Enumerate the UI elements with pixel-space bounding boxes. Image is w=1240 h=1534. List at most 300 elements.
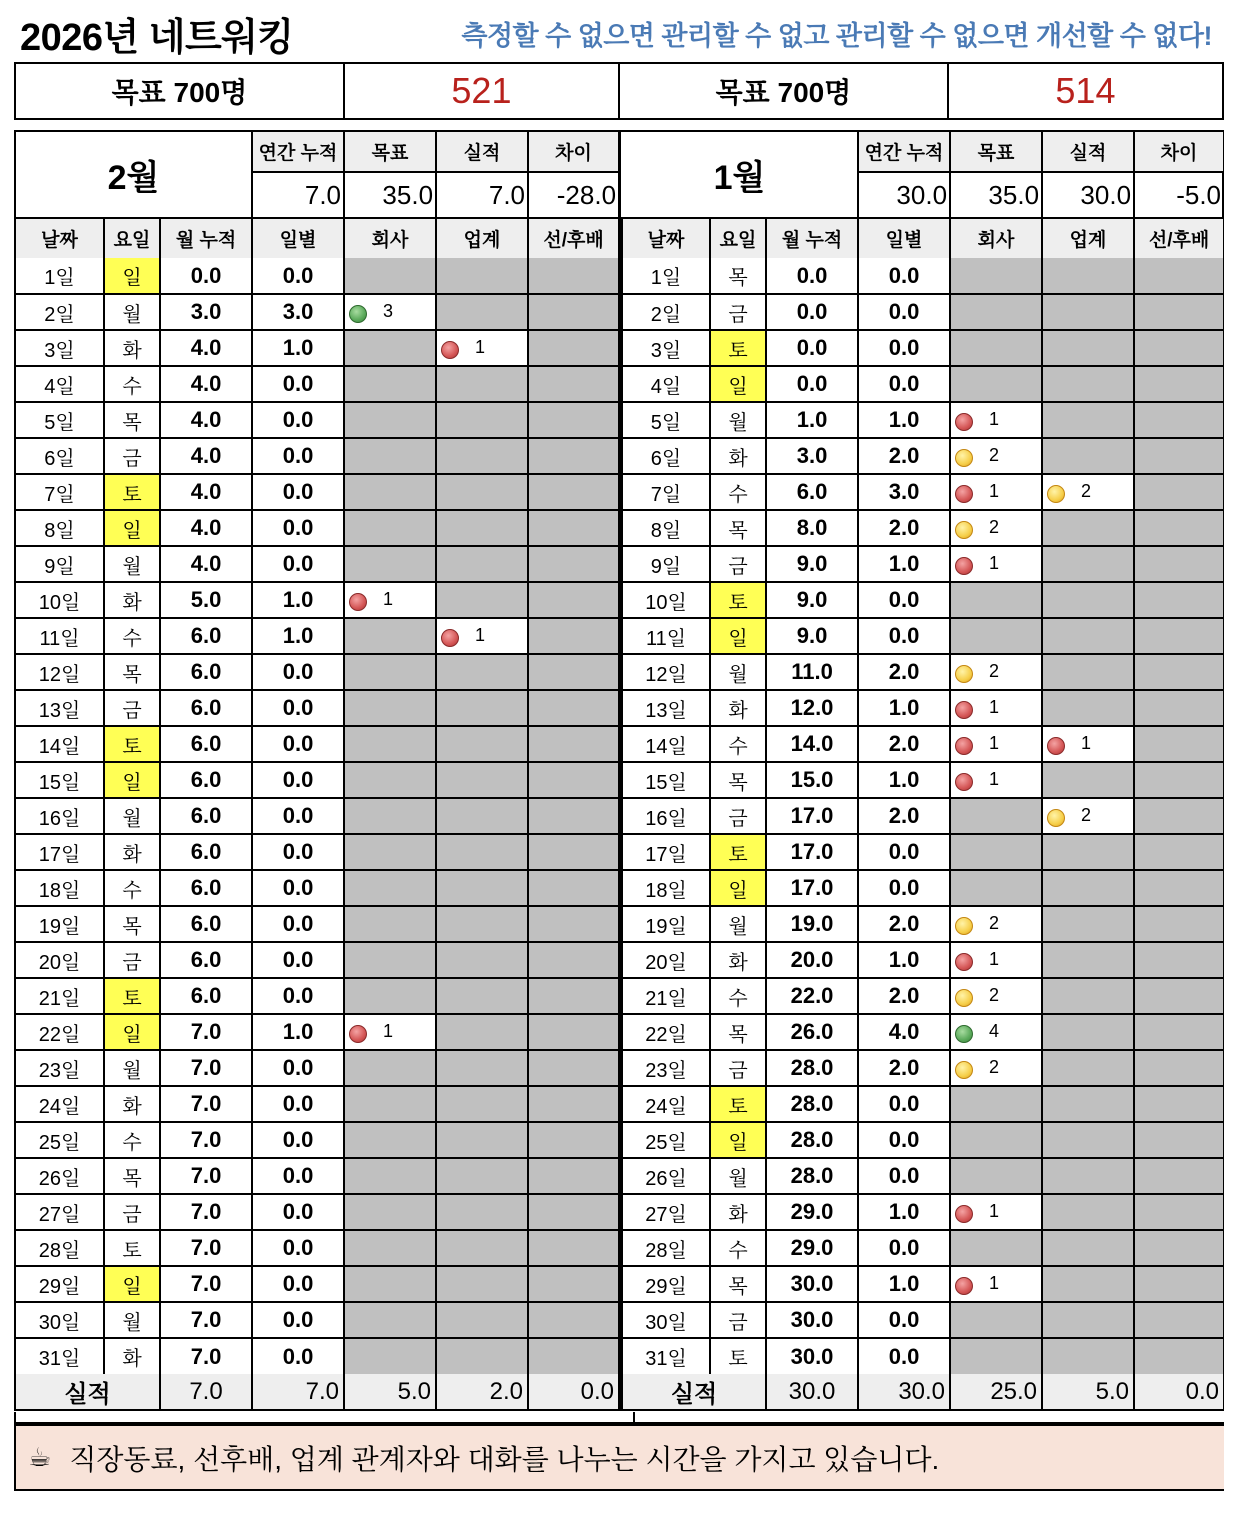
daily-cell: 1.0: [252, 1014, 344, 1050]
daily-cell: 0.0: [858, 1086, 950, 1122]
mentor-cell-empty: [1134, 870, 1223, 906]
company-cell-empty: [344, 1158, 436, 1194]
weekday-cell: 화: [710, 1194, 766, 1230]
column-header: 월 누적: [766, 218, 858, 258]
month-title: 1월: [622, 132, 858, 218]
daily-cell: 1.0: [252, 330, 344, 366]
table-row: [622, 402, 1223, 438]
company-cell: [344, 294, 436, 330]
month-cum-cell: 9.0: [766, 582, 858, 618]
date-cell: 28일: [622, 1230, 710, 1266]
weekday-cell: 월: [104, 1050, 160, 1086]
month-cum-cell: 11.0: [766, 654, 858, 690]
mentor-cell-empty: [1134, 834, 1223, 870]
red-status-dot-icon: [441, 629, 459, 647]
red-status-dot-icon: [349, 1025, 367, 1043]
industry-cell-empty: [1042, 330, 1134, 366]
month-cum-cell: 6.0: [160, 654, 252, 690]
weekday-cell: 금: [710, 546, 766, 582]
daily-cell: 1.0: [858, 546, 950, 582]
industry-cell-empty: [1042, 546, 1134, 582]
industry-cell-empty: [436, 1158, 528, 1194]
month-cum-cell: 14.0: [766, 726, 858, 762]
company-cell-empty: [950, 798, 1042, 834]
month-cum-cell: 6.0: [766, 474, 858, 510]
industry-cell-empty: [1042, 978, 1134, 1014]
industry-cell-empty: [436, 1014, 528, 1050]
company-cell-empty: [344, 1086, 436, 1122]
month-cum-cell: 4.0: [160, 474, 252, 510]
weekday-cell: 금: [104, 942, 160, 978]
company-cell-empty: [950, 1158, 1042, 1194]
table-row: [622, 1014, 1223, 1050]
mentor-cell-empty: [528, 654, 619, 690]
weekday-cell: 금: [710, 798, 766, 834]
daily-cell: 1.0: [252, 618, 344, 654]
date-cell: 30일: [16, 1302, 104, 1338]
company-cell: [950, 1266, 1042, 1302]
daily-cell: 1.0: [858, 690, 950, 726]
month-cum-cell: 9.0: [766, 618, 858, 654]
month-cum-cell: 6.0: [160, 798, 252, 834]
month-cum-cell: 22.0: [766, 978, 858, 1014]
mentor-cell-empty: [1134, 402, 1223, 438]
company-cell-empty: [344, 1266, 436, 1302]
weekday-cell: 일: [710, 366, 766, 402]
mentor-cell-empty: [1134, 1338, 1223, 1374]
month-cum-cell: 3.0: [766, 438, 858, 474]
totals-industry: 2.0: [436, 1374, 528, 1409]
company-cell-empty: [344, 366, 436, 402]
daily-cell: 2.0: [858, 978, 950, 1014]
month-cum-cell: 28.0: [766, 1122, 858, 1158]
weekday-cell: 화: [104, 834, 160, 870]
daily-cell: 0.0: [252, 978, 344, 1014]
industry-cell-empty: [1042, 1194, 1134, 1230]
industry-cell-empty: [1042, 510, 1134, 546]
mentor-cell-empty: [528, 906, 619, 942]
totals-label: 실적: [16, 1374, 160, 1409]
mentor-cell-empty: [528, 258, 619, 294]
company-cell: [950, 402, 1042, 438]
coffee-cup-icon: ☕: [28, 1442, 52, 1472]
weekday-cell: 토: [710, 330, 766, 366]
month-cum-cell: 4.0: [160, 402, 252, 438]
table-row: [16, 690, 619, 726]
date-cell: 13일: [16, 690, 104, 726]
header-diff: 차이: [1134, 132, 1223, 172]
month-cum-cell: 6.0: [160, 618, 252, 654]
month-cum-cell: 7.0: [160, 1158, 252, 1194]
column-header: 선/후배: [528, 218, 619, 258]
industry-cell-empty: [436, 1266, 528, 1302]
company-count: 1: [383, 588, 394, 609]
month-cum-cell: 6.0: [160, 726, 252, 762]
date-cell: 2일: [622, 294, 710, 330]
january-table: [621, 132, 1223, 1409]
date-cell: 4일: [16, 366, 104, 402]
company-cell: [950, 474, 1042, 510]
company-cell: [950, 762, 1042, 798]
date-cell: 24일: [622, 1086, 710, 1122]
daily-cell: 0.0: [858, 366, 950, 402]
industry-cell-empty: [436, 258, 528, 294]
daily-cell: 0.0: [252, 798, 344, 834]
mentor-cell-empty: [1134, 618, 1223, 654]
daily-cell: 0.0: [858, 294, 950, 330]
target-value: 35.0: [344, 172, 436, 218]
weekday-cell: 수: [710, 978, 766, 1014]
table-row: [16, 1194, 619, 1230]
table-row: [622, 978, 1223, 1014]
table-row: [622, 1050, 1223, 1086]
table-row: [622, 582, 1223, 618]
daily-cell: 1.0: [858, 942, 950, 978]
table-row: [622, 690, 1223, 726]
month-cum-cell: 17.0: [766, 870, 858, 906]
table-row: [622, 1194, 1223, 1230]
month-cum-cell: 17.0: [766, 798, 858, 834]
mentor-cell-empty: [528, 474, 619, 510]
daily-cell: 4.0: [858, 1014, 950, 1050]
table-row: [16, 258, 619, 294]
industry-cell-empty: [436, 654, 528, 690]
industry-cell-empty: [436, 1194, 528, 1230]
month-cum-cell: 6.0: [160, 942, 252, 978]
weekday-cell: 토: [710, 834, 766, 870]
daily-cell: 2.0: [858, 726, 950, 762]
date-cell: 30일: [622, 1302, 710, 1338]
mentor-cell-empty: [1134, 690, 1223, 726]
mentor-cell-empty: [528, 546, 619, 582]
company-cell-empty: [344, 834, 436, 870]
mentor-cell-empty: [528, 1122, 619, 1158]
company-cell-empty: [950, 258, 1042, 294]
table-row: [622, 546, 1223, 582]
weekday-cell: 일: [104, 510, 160, 546]
month-cum-cell: 7.0: [160, 1122, 252, 1158]
date-cell: 8일: [622, 510, 710, 546]
mentor-cell-empty: [1134, 366, 1223, 402]
month-cum-cell: 7.0: [160, 1338, 252, 1374]
table-row: [622, 474, 1223, 510]
daily-cell: 0.0: [858, 582, 950, 618]
company-cell-empty: [344, 546, 436, 582]
red-status-dot-icon: [1047, 737, 1065, 755]
daily-cell: 0.0: [252, 1338, 344, 1374]
company-cell-empty: [344, 258, 436, 294]
date-cell: 6일: [622, 438, 710, 474]
daily-cell: 0.0: [252, 1122, 344, 1158]
industry-cell-empty: [1042, 906, 1134, 942]
company-cell: [950, 546, 1042, 582]
date-cell: 25일: [16, 1122, 104, 1158]
weekday-cell: 월: [104, 294, 160, 330]
mentor-cell-empty: [528, 1230, 619, 1266]
red-status-dot-icon: [955, 737, 973, 755]
yellow-status-dot-icon: [955, 449, 973, 467]
table-row: [16, 1014, 619, 1050]
date-cell: 6일: [16, 438, 104, 474]
company-cell-empty: [950, 1230, 1042, 1266]
date-cell: 12일: [622, 654, 710, 690]
company-count: 1: [989, 408, 1000, 429]
daily-cell: 2.0: [858, 654, 950, 690]
mentor-cell-empty: [1134, 654, 1223, 690]
company-count: 2: [989, 1056, 1000, 1077]
table-row: [16, 618, 619, 654]
company-cell-empty: [950, 1338, 1042, 1374]
date-cell: 22일: [622, 1014, 710, 1050]
industry-cell-empty: [436, 1050, 528, 1086]
company-cell: [950, 906, 1042, 942]
industry-cell-empty: [436, 438, 528, 474]
red-status-dot-icon: [955, 413, 973, 431]
daily-cell: 0.0: [252, 870, 344, 906]
weekday-cell: 화: [104, 582, 160, 618]
company-cell: [950, 1194, 1042, 1230]
date-cell: 11일: [16, 618, 104, 654]
mentor-cell-empty: [1134, 258, 1223, 294]
red-status-dot-icon: [955, 557, 973, 575]
date-cell: 17일: [622, 834, 710, 870]
weekday-cell: 월: [710, 402, 766, 438]
header-target: 목표: [950, 132, 1042, 172]
actual-value: 30.0: [1042, 172, 1134, 218]
daily-cell: 0.0: [252, 366, 344, 402]
company-cell-empty: [344, 654, 436, 690]
table-row: [622, 1122, 1223, 1158]
mentor-cell-empty: [528, 1086, 619, 1122]
company-cell-empty: [344, 402, 436, 438]
company-cell-empty: [344, 330, 436, 366]
month-cum-cell: 5.0: [160, 582, 252, 618]
weekday-cell: 토: [710, 1086, 766, 1122]
industry-count: 2: [1081, 480, 1092, 501]
company-cell-empty: [344, 1194, 436, 1230]
daily-cell: 1.0: [858, 1266, 950, 1302]
weekday-cell: 토: [104, 1230, 160, 1266]
january-panel: [619, 130, 1224, 1411]
daily-cell: 0.0: [252, 726, 344, 762]
month-cum-cell: 20.0: [766, 942, 858, 978]
weekday-cell: 목: [104, 402, 160, 438]
industry-cell-empty: [1042, 582, 1134, 618]
industry-cell-empty: [1042, 402, 1134, 438]
industry-cell-empty: [1042, 438, 1134, 474]
mentor-cell-empty: [528, 618, 619, 654]
daily-cell: 0.0: [858, 258, 950, 294]
weekday-cell: 월: [710, 906, 766, 942]
weekday-cell: 금: [104, 1194, 160, 1230]
table-row: [16, 546, 619, 582]
date-cell: 7일: [622, 474, 710, 510]
table-row: [622, 258, 1223, 294]
table-row: [16, 1158, 619, 1194]
mentor-cell-empty: [528, 1050, 619, 1086]
company-count: 1: [989, 948, 1000, 969]
date-cell: 9일: [16, 546, 104, 582]
weekday-cell: 일: [710, 1122, 766, 1158]
date-cell: 18일: [622, 870, 710, 906]
daily-cell: 2.0: [858, 906, 950, 942]
yellow-status-dot-icon: [955, 521, 973, 539]
table-row: [622, 1302, 1223, 1338]
company-count: 4: [989, 1020, 1000, 1041]
industry-cell-empty: [436, 978, 528, 1014]
green-status-dot-icon: [955, 1025, 973, 1043]
month-cum-cell: 4.0: [160, 510, 252, 546]
date-cell: 16일: [16, 798, 104, 834]
company-cell: [950, 438, 1042, 474]
industry-cell-empty: [436, 1086, 528, 1122]
date-cell: 20일: [622, 942, 710, 978]
company-cell-empty: [344, 762, 436, 798]
table-row: [622, 654, 1223, 690]
mentor-cell-empty: [528, 870, 619, 906]
month-cum-cell: 7.0: [160, 1014, 252, 1050]
month-cum-cell: 19.0: [766, 906, 858, 942]
mentor-cell-empty: [528, 1302, 619, 1338]
month-cum-cell: 0.0: [766, 258, 858, 294]
mentor-cell-empty: [528, 1158, 619, 1194]
header-diff: 차이: [528, 132, 619, 172]
red-status-dot-icon: [955, 1277, 973, 1295]
weekday-cell: 목: [104, 906, 160, 942]
weekday-cell: 토: [710, 1338, 766, 1374]
month-cum-cell: 6.0: [160, 870, 252, 906]
red-status-dot-icon: [349, 593, 367, 611]
column-header: 업계: [1042, 218, 1134, 258]
daily-cell: 0.0: [858, 1122, 950, 1158]
weekday-cell: 토: [710, 582, 766, 618]
table-row: [16, 582, 619, 618]
totals-cum: 30.0: [766, 1374, 858, 1409]
company-cell-empty: [344, 1230, 436, 1266]
weekday-cell: 월: [710, 1158, 766, 1194]
industry-cell: [436, 618, 528, 654]
company-count: 1: [989, 768, 1000, 789]
table-row: [622, 1086, 1223, 1122]
company-cell-empty: [344, 1050, 436, 1086]
column-header: 요일: [104, 218, 160, 258]
table-row: [622, 942, 1223, 978]
month-cum-cell: 26.0: [766, 1014, 858, 1050]
company-count: 2: [989, 516, 1000, 537]
mentor-cell-empty: [1134, 474, 1223, 510]
daily-cell: 0.0: [252, 654, 344, 690]
month-title: 2월: [16, 132, 252, 218]
table-row: [16, 762, 619, 798]
mentor-cell-empty: [528, 402, 619, 438]
industry-cell-empty: [436, 798, 528, 834]
mentor-cell-empty: [1134, 726, 1223, 762]
weekday-cell: 금: [710, 1050, 766, 1086]
industry-cell: [1042, 798, 1134, 834]
industry-cell-empty: [436, 366, 528, 402]
industry-cell-empty: [1042, 294, 1134, 330]
date-cell: 13일: [622, 690, 710, 726]
industry-cell-empty: [436, 1338, 528, 1374]
weekday-cell: 일: [710, 618, 766, 654]
totals-company: 5.0: [344, 1374, 436, 1409]
mentor-cell-empty: [1134, 582, 1223, 618]
header-actual: 실적: [1042, 132, 1134, 172]
table-row: [16, 798, 619, 834]
daily-cell: 0.0: [858, 1158, 950, 1194]
company-cell-empty: [344, 870, 436, 906]
weekday-cell: 토: [104, 978, 160, 1014]
mentor-cell-empty: [528, 834, 619, 870]
weekday-cell: 화: [710, 690, 766, 726]
industry-cell-empty: [436, 942, 528, 978]
month-cum-cell: 28.0: [766, 1158, 858, 1194]
company-cell: [950, 942, 1042, 978]
date-cell: 9일: [622, 546, 710, 582]
table-row: [622, 294, 1223, 330]
month-cum-cell: 1.0: [766, 402, 858, 438]
company-cell-empty: [344, 510, 436, 546]
weekday-cell: 화: [104, 1338, 160, 1374]
table-row: [622, 906, 1223, 942]
company-cell-empty: [950, 294, 1042, 330]
company-cell: [950, 690, 1042, 726]
date-cell: 27일: [622, 1194, 710, 1230]
goal-summary: [14, 62, 1224, 120]
month-cum-cell: 7.0: [160, 1266, 252, 1302]
divider: [633, 1412, 635, 1424]
company-cell-empty: [344, 474, 436, 510]
month-cum-cell: 30.0: [766, 1302, 858, 1338]
month-cum-cell: 6.0: [160, 978, 252, 1014]
yellow-status-dot-icon: [1047, 485, 1065, 503]
mentor-cell-empty: [528, 330, 619, 366]
daily-cell: 0.0: [858, 1338, 950, 1374]
table-row: [16, 1122, 619, 1158]
company-count: 1: [989, 732, 1000, 753]
month-cum-cell: 7.0: [160, 1194, 252, 1230]
daily-cell: 0.0: [252, 510, 344, 546]
daily-cell: 3.0: [858, 474, 950, 510]
company-cell-empty: [950, 834, 1042, 870]
date-cell: 3일: [622, 330, 710, 366]
date-cell: 15일: [16, 762, 104, 798]
industry-cell: [1042, 726, 1134, 762]
mentor-cell-empty: [1134, 1266, 1223, 1302]
mentor-cell-empty: [1134, 1014, 1223, 1050]
industry-cell-empty: [436, 546, 528, 582]
daily-cell: 0.0: [252, 834, 344, 870]
table-row: [622, 1158, 1223, 1194]
date-cell: 15일: [622, 762, 710, 798]
company-cell-empty: [344, 978, 436, 1014]
date-cell: 16일: [622, 798, 710, 834]
daily-cell: 0.0: [252, 402, 344, 438]
column-header: 회사: [344, 218, 436, 258]
month-cum-cell: 9.0: [766, 546, 858, 582]
industry-cell-empty: [1042, 1302, 1134, 1338]
company-cell: [344, 582, 436, 618]
company-cell-empty: [950, 330, 1042, 366]
daily-cell: 0.0: [858, 1230, 950, 1266]
daily-cell: 0.0: [252, 1086, 344, 1122]
date-cell: 26일: [622, 1158, 710, 1194]
daily-cell: 0.0: [252, 1302, 344, 1338]
goal-label-jan: 목표 700명: [620, 64, 949, 118]
table-row: [16, 1338, 619, 1374]
daily-cell: 0.0: [252, 438, 344, 474]
month-cum-cell: 0.0: [766, 294, 858, 330]
